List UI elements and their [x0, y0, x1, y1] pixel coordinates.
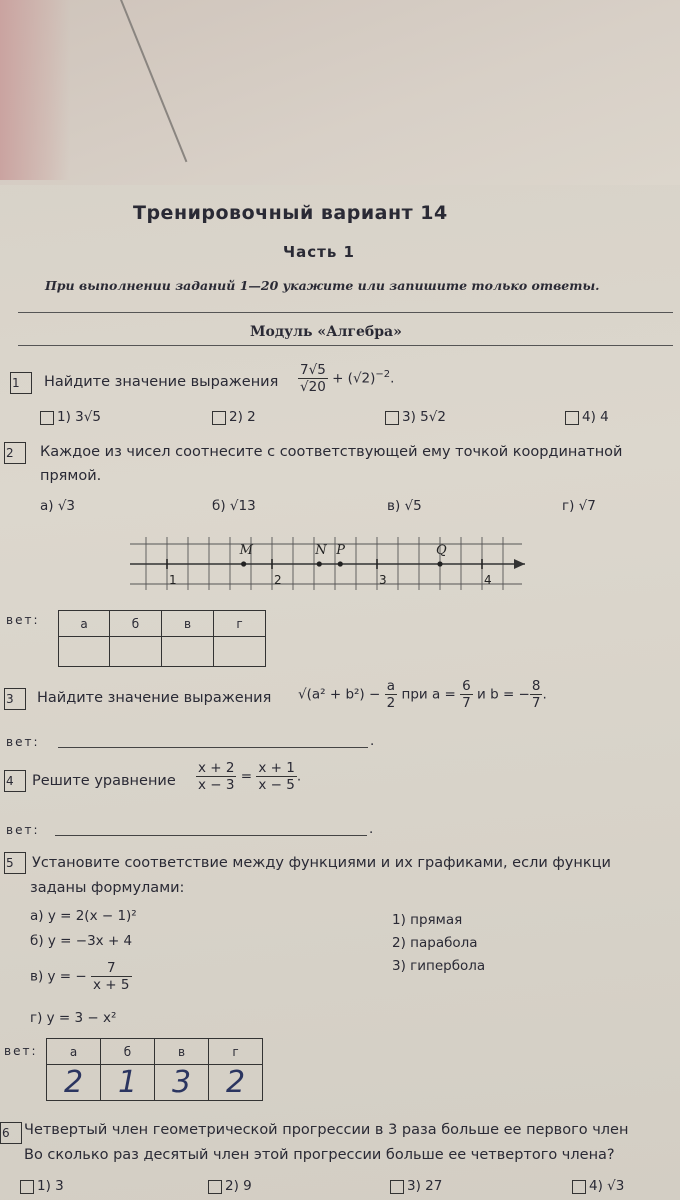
- task1-text: Найдите значение выражения: [44, 374, 279, 390]
- answer-label: вет:: [6, 735, 40, 749]
- task-number-box: 6: [0, 1122, 22, 1144]
- point-label-P: P: [336, 543, 345, 558]
- answer-cell[interactable]: [162, 637, 214, 667]
- axis-arrow: [514, 559, 525, 569]
- task5-graph-3: 3) гипербола: [392, 958, 486, 974]
- task2-text-line1: Каждое из чисел соотнесите с соответствующей ему точкой координатной: [40, 444, 623, 460]
- answer-col-header: г: [209, 1039, 263, 1065]
- frac-denominator: 2: [386, 695, 396, 711]
- answer-line[interactable]: [55, 835, 367, 836]
- task-number-box: 3: [4, 688, 26, 710]
- task5-func-v: [30, 960, 132, 993]
- task3-expression: [298, 678, 547, 711]
- task2-item-a: а) √3: [40, 498, 76, 514]
- option-checkbox[interactable]: [40, 411, 54, 425]
- task1-option-3: 3) 5√2: [402, 409, 446, 425]
- frac-numerator: 8: [531, 678, 541, 694]
- answer-cell[interactable]: [214, 637, 266, 667]
- task2-answer-table: [58, 610, 266, 667]
- answer-label: вет:: [6, 823, 40, 837]
- task1-option-2: 2) 2: [229, 409, 256, 425]
- point-label-M: M: [239, 543, 253, 558]
- frac-numerator: 7: [91, 960, 131, 977]
- frac-denominator: 7: [531, 695, 541, 711]
- frac-numerator: 6: [462, 678, 471, 694]
- task3-text: Найдите значение выражения: [37, 690, 272, 706]
- coordinate-line: [130, 532, 530, 592]
- task3-root-expr: √(a² + b²) −: [298, 686, 381, 703]
- task5-graph-2: 2) парабола: [392, 935, 478, 951]
- frac-denominator: x − 3: [198, 777, 235, 793]
- answer-col-header: а: [47, 1039, 101, 1065]
- axis-tick-label: 2: [274, 573, 282, 587]
- task3-condition: и b = −: [477, 686, 530, 703]
- answer-col-header: б: [101, 1039, 155, 1065]
- task5-text-line2: заданы формулами:: [30, 880, 185, 896]
- point-M: [241, 561, 246, 566]
- handwritten-answer[interactable]: 1: [101, 1065, 155, 1101]
- task-number-box: 1: [10, 372, 32, 394]
- point-P: [338, 561, 343, 566]
- axis-tick-label: 1: [169, 573, 177, 587]
- answer-col-header: в: [155, 1039, 209, 1065]
- axis-tick-label: 4: [484, 573, 492, 587]
- frac-numerator: x + 2: [198, 760, 235, 776]
- task5-func-v-prefix: в) y = −: [30, 968, 87, 985]
- frac-numerator: x + 1: [258, 760, 295, 776]
- task6-text-line2: Во сколько раз десятый член этой прогрессии больше ее четвертого члена?: [24, 1147, 615, 1163]
- task1-option-1: 1) 3√5: [57, 409, 101, 425]
- task-number-box: 5: [4, 852, 26, 874]
- part-label: Часть 1: [283, 243, 355, 261]
- option-checkbox[interactable]: [385, 411, 399, 425]
- point-N: [317, 561, 322, 566]
- task4-text: Решите уравнение: [32, 773, 176, 789]
- task6-option-4: 4) √3: [589, 1178, 625, 1194]
- option-checkbox[interactable]: [390, 1180, 404, 1194]
- task1-tail: + (√2): [332, 370, 376, 387]
- task1-expression: [298, 362, 394, 395]
- instructions: При выполнении заданий 1—20 укажите или запишите только ответы.: [45, 278, 600, 293]
- task5-text-line1: Установите соответствие между функциями и их графиками, если функци: [32, 855, 611, 871]
- answer-line[interactable]: [58, 747, 368, 748]
- option-checkbox[interactable]: [208, 1180, 222, 1194]
- handwritten-answer[interactable]: 2: [209, 1065, 263, 1101]
- answer-period: .: [369, 821, 374, 837]
- answer-label: вет:: [6, 613, 40, 627]
- task1-numerator: 7√5: [300, 362, 326, 378]
- frac-numerator: a: [385, 678, 398, 695]
- option-checkbox[interactable]: [20, 1180, 34, 1194]
- task2-text-line2: прямой.: [40, 468, 102, 484]
- option-checkbox[interactable]: [212, 411, 226, 425]
- equals-sign: =: [240, 768, 253, 785]
- task1-option-4: 4) 4: [582, 409, 609, 425]
- option-checkbox[interactable]: [572, 1180, 586, 1194]
- answer-col-header: а: [59, 611, 110, 637]
- task3-condition: при a =: [401, 686, 456, 703]
- task2-item-v: в) √5: [387, 498, 422, 514]
- frac-denominator: x − 5: [258, 777, 295, 793]
- task5-func-g: г) y = 3 − x²: [30, 1010, 117, 1026]
- task4-equation: [196, 760, 301, 793]
- task2-item-g: г) √7: [562, 498, 596, 514]
- answer-cell[interactable]: [59, 637, 110, 667]
- answer-col-header: в: [162, 611, 214, 637]
- module-heading: Модуль «Алгебра»: [250, 324, 402, 340]
- task5-graph-1: 1) прямая: [392, 912, 463, 928]
- task1-period: .: [390, 370, 395, 387]
- point-label-N: N: [315, 543, 327, 558]
- task4-period: .: [296, 768, 302, 785]
- divider: [18, 312, 673, 313]
- point-label-Q: Q: [436, 543, 447, 558]
- task-number-box: 4: [4, 770, 26, 792]
- task5-answer-table: [46, 1038, 263, 1101]
- answer-col-header: г: [214, 611, 266, 637]
- frac-denominator: 7: [462, 695, 471, 711]
- option-checkbox[interactable]: [565, 411, 579, 425]
- handwritten-answer[interactable]: 3: [155, 1065, 209, 1101]
- task3-period: .: [542, 686, 547, 703]
- answer-label: вет:: [4, 1044, 38, 1058]
- task1-exponent: −2: [375, 369, 391, 380]
- task1-denominator: √20: [300, 379, 326, 395]
- task6-option-3: 3) 27: [407, 1178, 443, 1194]
- handwritten-answer[interactable]: 2: [47, 1065, 101, 1101]
- task6-option-2: 2) 9: [225, 1178, 252, 1194]
- point-Q: [437, 561, 442, 566]
- frac-denominator: x + 5: [93, 977, 130, 993]
- divider: [18, 345, 673, 346]
- task6-text-line1: Четвертый член геометрической прогрессии в 3 раза больше ее первого член: [24, 1122, 629, 1138]
- task6-option-1: 1) 3: [37, 1178, 64, 1194]
- axis-tick-label: 3: [379, 573, 387, 587]
- task5-func-b: б) y = −3x + 4: [30, 933, 133, 949]
- task5-func-a: а) y = 2(x − 1)²: [30, 908, 137, 924]
- page-stain: [0, 0, 70, 180]
- task2-item-b: б) √13: [212, 498, 256, 514]
- answer-col-header: б: [110, 611, 162, 637]
- task-number-box: 2: [4, 442, 26, 464]
- worksheet-title: Тренировочный вариант 14: [133, 202, 448, 224]
- answer-cell[interactable]: [110, 637, 162, 667]
- previous-page-edge: [0, 0, 680, 185]
- answer-period: .: [370, 733, 375, 749]
